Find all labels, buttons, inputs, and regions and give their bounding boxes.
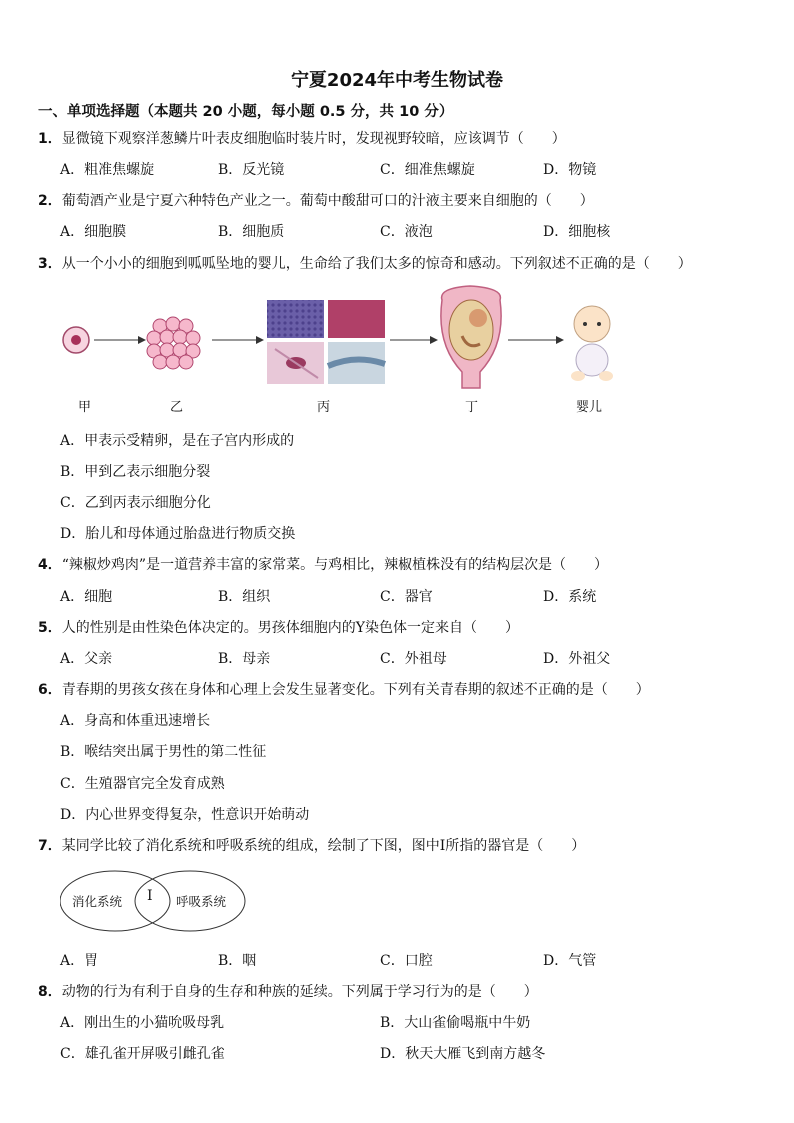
question-1 — [38, 128, 566, 148]
question-number: 3． — [38, 256, 62, 272]
option-d[interactable]: D．胎儿和母体通过胎盘进行物质交换 — [60, 526, 296, 542]
question-text: 人的性别是由性染色体决定的。男孩体细胞内的Y染色体一定来自（ ） — [61, 620, 519, 636]
question-8 — [38, 981, 538, 1001]
question-3 — [38, 253, 692, 273]
venn-right-label: 呼吸系统 — [176, 894, 227, 909]
question-2 — [38, 190, 594, 210]
label-jia: 甲 — [78, 400, 92, 415]
option-b[interactable]: B．甲到乙表示细胞分裂 — [60, 464, 211, 480]
question-text: 葡萄酒产业是宁夏六种特色产业之一。葡萄中酸甜可口的汁液主要来自细胞的（ ） — [61, 193, 594, 209]
question-text: 青春期的男孩女孩在身体和心理上会发生显著变化。下列有关青春期的叙述不正确的是（ ） — [61, 682, 650, 698]
option-b[interactable]: B．喉结突出属于男性的第二性征 — [60, 744, 267, 760]
question-number: 7． — [38, 838, 62, 854]
option-b[interactable]: B．组织 — [218, 589, 271, 605]
option-d[interactable]: D．系统 — [543, 589, 597, 605]
option-b[interactable]: B．反光镜 — [218, 162, 285, 178]
option-d[interactable]: D．外祖父 — [543, 651, 611, 667]
section-heading: 一、单项选择题（本题共 20 小题，每小题 0.5 分，共 10 分） — [38, 104, 454, 120]
question-number: 1． — [38, 131, 62, 147]
label-yi: 乙 — [170, 400, 184, 415]
question-number: 8． — [38, 984, 62, 1000]
question-text: “辣椒炒鸡肉”是一道营养丰富的家常菜。与鸡相比，辣椒植株没有的结构层次是（ ） — [61, 557, 609, 573]
venn-left-label: 消化系统 — [72, 894, 123, 909]
question-text: 从一个小小的细胞到呱呱坠地的婴儿，生命给了我们太多的惊奇和感动。下列叙述不正确的是（ ） — [61, 256, 692, 272]
option-b[interactable]: B．咽 — [218, 953, 257, 969]
option-c[interactable]: C．液泡 — [380, 224, 433, 240]
option-d[interactable]: D．气管 — [543, 953, 597, 969]
label-bing: 丙 — [317, 400, 331, 415]
question-number: 6． — [38, 682, 62, 698]
question-text: 显微镜下观察洋葱鳞片叶表皮细胞临时装片时，发现视野较暗，应该调节（ ） — [61, 131, 566, 147]
label-baby: 婴儿 — [576, 400, 603, 415]
question-number: 5． — [38, 620, 62, 636]
option-d[interactable]: D．物镜 — [543, 162, 597, 178]
option-c[interactable]: C．口腔 — [380, 953, 433, 969]
venn-diagram — [60, 868, 250, 934]
option-a[interactable]: A．胃 — [60, 953, 99, 969]
question-number: 2． — [38, 193, 62, 209]
venn-mid-label: Ⅰ — [147, 888, 153, 904]
question-7 — [38, 835, 585, 855]
option-b[interactable]: B．母亲 — [218, 651, 271, 667]
option-a[interactable]: A．父亲 — [60, 651, 113, 667]
option-a[interactable]: A．甲表示受精卵，是在子宫内形成的 — [60, 433, 295, 449]
option-a[interactable]: A．细胞 — [60, 589, 113, 605]
label-ding: 丁 — [465, 400, 479, 415]
development-figure — [60, 284, 620, 389]
zygote-icon — [63, 327, 89, 353]
tissue-micrographs-icon — [267, 300, 385, 384]
option-d[interactable]: D．细胞核 — [543, 224, 611, 240]
question-text: 动物的行为有利于自身的生存和种族的延续。下列属于学习行为的是（ ） — [61, 984, 538, 1000]
question-6 — [38, 679, 650, 699]
cell-cluster-icon — [147, 317, 200, 369]
option-a[interactable]: A．细胞膜 — [60, 224, 127, 240]
question-5 — [38, 617, 519, 637]
option-c[interactable]: C．雄孔雀开屏吸引雌孔雀 — [60, 1046, 225, 1062]
option-b[interactable]: B．大山雀偷喝瓶中牛奶 — [380, 1015, 531, 1031]
option-c[interactable]: C．细准焦螺旋 — [380, 162, 475, 178]
option-a[interactable]: A．身高和体重迅速增长 — [60, 713, 211, 729]
option-c[interactable]: C．生殖器官完全发育成熟 — [60, 776, 225, 792]
option-d[interactable]: D．秋天大雁飞到南方越冬 — [380, 1046, 546, 1062]
question-4 — [38, 554, 608, 574]
exam-title: 宁夏2024年中考生物试卷 — [290, 70, 504, 91]
option-b[interactable]: B．细胞质 — [218, 224, 285, 240]
baby-icon — [571, 306, 613, 381]
option-c[interactable]: C．器官 — [380, 589, 433, 605]
question-number: 4． — [38, 557, 62, 573]
fetus-uterus-icon — [441, 286, 501, 388]
development-diagram — [60, 284, 620, 416]
option-d[interactable]: D．内心世界变得复杂，性意识开始萌动 — [60, 807, 310, 823]
question-text: 某同学比较了消化系统和呼吸系统的组成，绘制了下图，图中Ⅰ所指的器官是（ ） — [61, 838, 586, 854]
option-c[interactable]: C．乙到丙表示细胞分化 — [60, 495, 211, 511]
option-a[interactable]: A．粗准焦螺旋 — [60, 162, 155, 178]
option-a[interactable]: A．刚出生的小猫吮吸母乳 — [60, 1015, 225, 1031]
option-c[interactable]: C．外祖母 — [380, 651, 447, 667]
